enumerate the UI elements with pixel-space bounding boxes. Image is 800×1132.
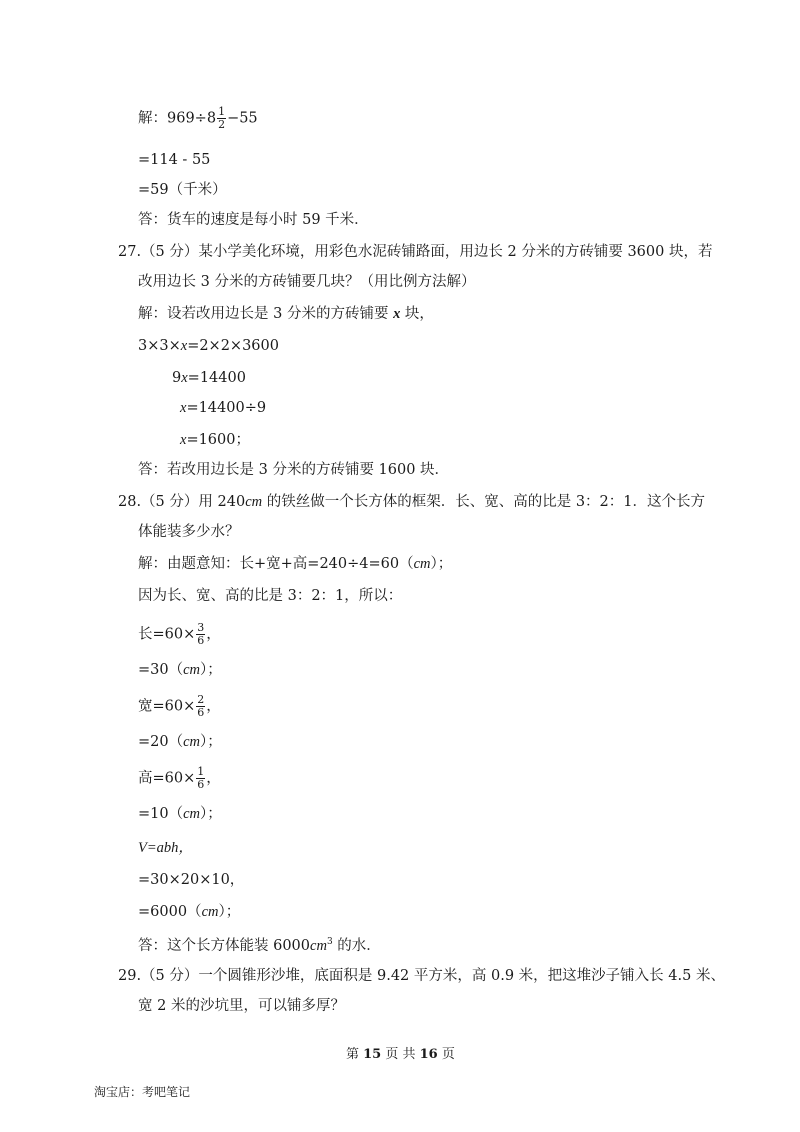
- page-footer: 第 15 页 共 16 页: [346, 1047, 455, 1062]
- q28-solution-line1: 解：由题意知：长+宽+高=240÷4=60（cm）；: [138, 556, 453, 572]
- q28-width-formula: 宽=60× $\frac{2}{6}$ ，: [138, 693, 221, 719]
- q28-volume-result: =6000（cm）；: [138, 904, 241, 920]
- q27-equation2: 9x=14400: [172, 370, 246, 386]
- q27-stem-line2: 改用边长 3 分米的方砖铺要几块？（用比例方法解）: [138, 274, 476, 290]
- fraction: $\frac{1}{6}$: [197, 765, 205, 791]
- q26-solution-line: 解：969÷8 $\frac{1}{2}$ −55: [138, 105, 258, 131]
- q26-answer: 答：货车的速度是每小时 59 千米．: [138, 212, 369, 228]
- q28-volume-step: =30×20×10，: [138, 872, 245, 888]
- q28-stem-line2: 体能装多少水？: [138, 524, 240, 540]
- fraction: $\frac{1}{2}$: [218, 105, 226, 131]
- q28-height-result: =10（cm）；: [138, 806, 222, 822]
- fraction: $\frac{3}{6}$: [197, 621, 205, 647]
- q28-solution-line2: 因为长、宽、高的比是 3：2：1，所以：: [138, 588, 403, 604]
- q28-volume-formula: V=abh，: [138, 840, 193, 856]
- q27-stem-line1: 27.（5 分）某小学美化环境，用彩色水泥砖铺路面，用边长 2 分米的方砖铺要 3600 块，若: [118, 244, 713, 260]
- fraction: $\frac{2}{6}$: [197, 693, 205, 719]
- shop-label: 淘宝店：考吧笔记: [94, 1085, 191, 1099]
- q27-equation1: 3×3×x=2×2×3600: [138, 338, 279, 354]
- q27-solution-intro: 解：设若改用边长是 3 分米的方砖铺要 x 块，: [138, 306, 434, 322]
- current-page-number: 15: [363, 1047, 382, 1062]
- q29-stem-line2: 宽 2 米的沙坑里，可以铺多厚？: [138, 998, 345, 1014]
- q28-width-result: =20（cm）；: [138, 734, 222, 750]
- q27-equation3: x=14400÷9: [180, 400, 267, 416]
- q28-length-formula: 长=60× $\frac{3}{6}$ ，: [138, 621, 221, 647]
- q26-step1: =114 - 55: [138, 152, 211, 168]
- q27-equation4: x=1600；: [180, 432, 250, 448]
- q27-answer: 答：若改用边长是 3 分米的方砖铺要 1600 块．: [138, 462, 450, 478]
- q29-stem-line1: 29.（5 分）一个圆锥形沙堆，底面积是 9.42 平方米，高 0.9 米，把这堆沙子铺入长 4.5 米、: [118, 968, 725, 984]
- q28-answer: 答：这个长方体能装 $6000cm^3$ 的水．: [138, 937, 381, 954]
- q28-length-result: =30（cm）；: [138, 662, 222, 678]
- total-page-number: 16: [419, 1047, 438, 1062]
- q26-step2: =59（千米）: [138, 182, 227, 198]
- q28-stem-line1: 28.（5 分）用 240cm 的铁丝做一个长方体的框架．长、宽、高的比是 3：2：1．这个长方: [118, 494, 706, 510]
- q28-height-formula: 高=60× $\frac{1}{6}$ ，: [138, 765, 221, 791]
